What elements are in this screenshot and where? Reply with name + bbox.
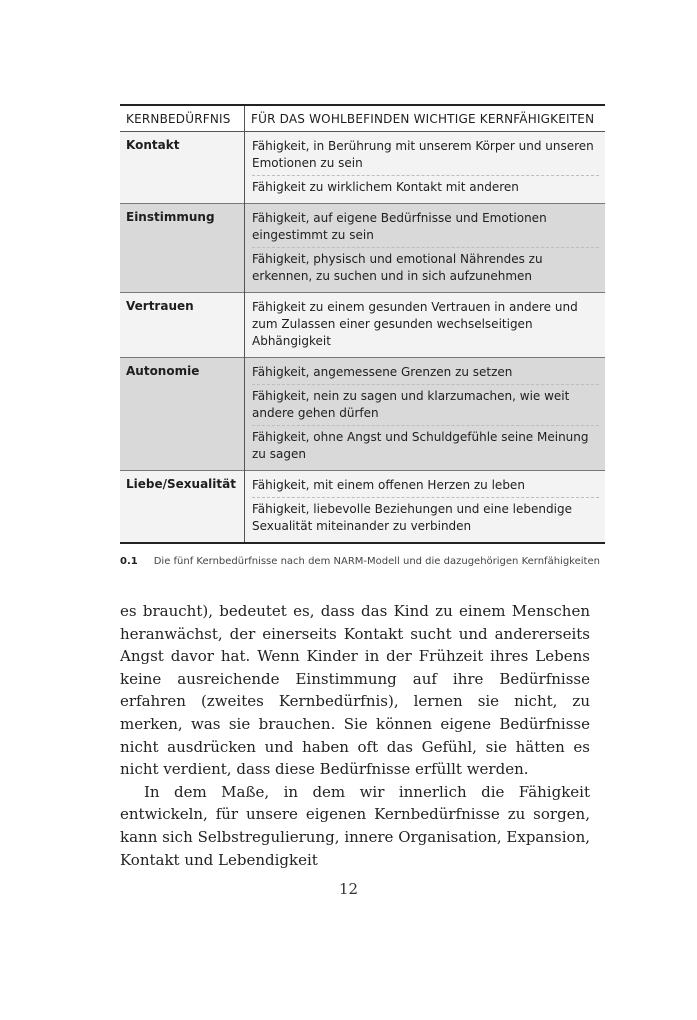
capability-item: Fähigkeit, angemessene Grenzen zu setzen xyxy=(252,365,513,379)
capabilities-cell xyxy=(245,204,606,293)
body-text xyxy=(120,600,590,871)
capability-item: Fähigkeit zu wirklichem Kontakt mit anderen xyxy=(252,175,599,199)
need-cell: Autonomie xyxy=(120,358,245,471)
core-needs-table xyxy=(120,104,605,544)
capability-item: Fähigkeit, ohne Angst und Schuldgefühle seine Meinung zu sagen xyxy=(252,425,599,466)
capability-item: Fähigkeit, nein zu sagen und klarzumachen, wie weit andere gehen dürfen xyxy=(252,384,599,425)
table-figure xyxy=(120,104,605,567)
table-row xyxy=(120,358,605,471)
body-paragraph: es braucht), bedeutet es, dass das Kind zu einem Menschen heranwächst, der einerseits Kontakt sucht und andererseits Angst davor hat. Wenn Kinder in der Frühzeit ihres Lebens keine ausreichende Einstimmung auf ihre Bedürfnisse erfahren (zweites Kernbedürfnis), lernen sie nicht, zu merken, was sie brauchen. Sie können eigene Bedürfnisse nicht ausdrücken und haben oft das Gefühl, sie hätten es nicht verdient, dass diese Bedürfnisse erfüllt werden. xyxy=(120,602,590,779)
caption-text: Die fünf Kernbedürfnisse nach dem NARM-Modell und die dazugehörigen Kernfähigkeiten xyxy=(153,556,600,567)
table-row xyxy=(120,132,605,204)
header-core-need: KERNBEDÜRFNIS xyxy=(120,105,245,132)
need-cell: Liebe/Sexualität xyxy=(120,471,245,544)
body-paragraph: In dem Maße, in dem wir innerlich die Fähigkeit entwickeln, für unsere eigenen Kernbedürfnisse zu sorgen, kann sich Selbstregulierung, innere Organisation, Expansion, Kontakt und Lebendigkeit xyxy=(120,782,590,869)
capability-item: Fähigkeit zu einem gesunden Vertrauen in andere und zum Zulassen einer gesunden wechselseitigen Abhängigkeit xyxy=(252,300,578,348)
table-row xyxy=(120,471,605,544)
capabilities-cell xyxy=(245,293,606,358)
capabilities-cell xyxy=(245,132,606,204)
caption-number: 0.1 xyxy=(120,556,138,567)
capabilities-cell xyxy=(245,358,606,471)
table-header-row xyxy=(120,105,605,132)
capability-item: Fähigkeit, auf eigene Bedürfnisse und Emotionen eingestimmt zu sein xyxy=(252,211,547,242)
table-row xyxy=(120,293,605,358)
capability-item: Fähigkeit, physisch und emotional Nährendes zu erkennen, zu suchen und in sich aufzunehmen xyxy=(252,247,599,288)
need-cell: Einstimmung xyxy=(120,204,245,293)
capability-item: Fähigkeit, mit einem offenen Herzen zu leben xyxy=(252,478,525,492)
capabilities-cell xyxy=(245,471,606,544)
header-core-capabilities: FÜR DAS WOHLBEFINDEN WICHTIGE KERNFÄHIGKEITEN xyxy=(245,105,606,132)
need-cell: Vertrauen xyxy=(120,293,245,358)
page-number: 12 xyxy=(338,880,359,898)
table-row xyxy=(120,204,605,293)
need-cell: Kontakt xyxy=(120,132,245,204)
capability-item: Fähigkeit, in Berührung mit unserem Körper und unseren Emotionen zu sein xyxy=(252,139,594,170)
table-caption xyxy=(120,556,605,567)
capability-item: Fähigkeit, liebevolle Beziehungen und eine lebendige Sexualität miteinander zu verbinden xyxy=(252,497,599,538)
